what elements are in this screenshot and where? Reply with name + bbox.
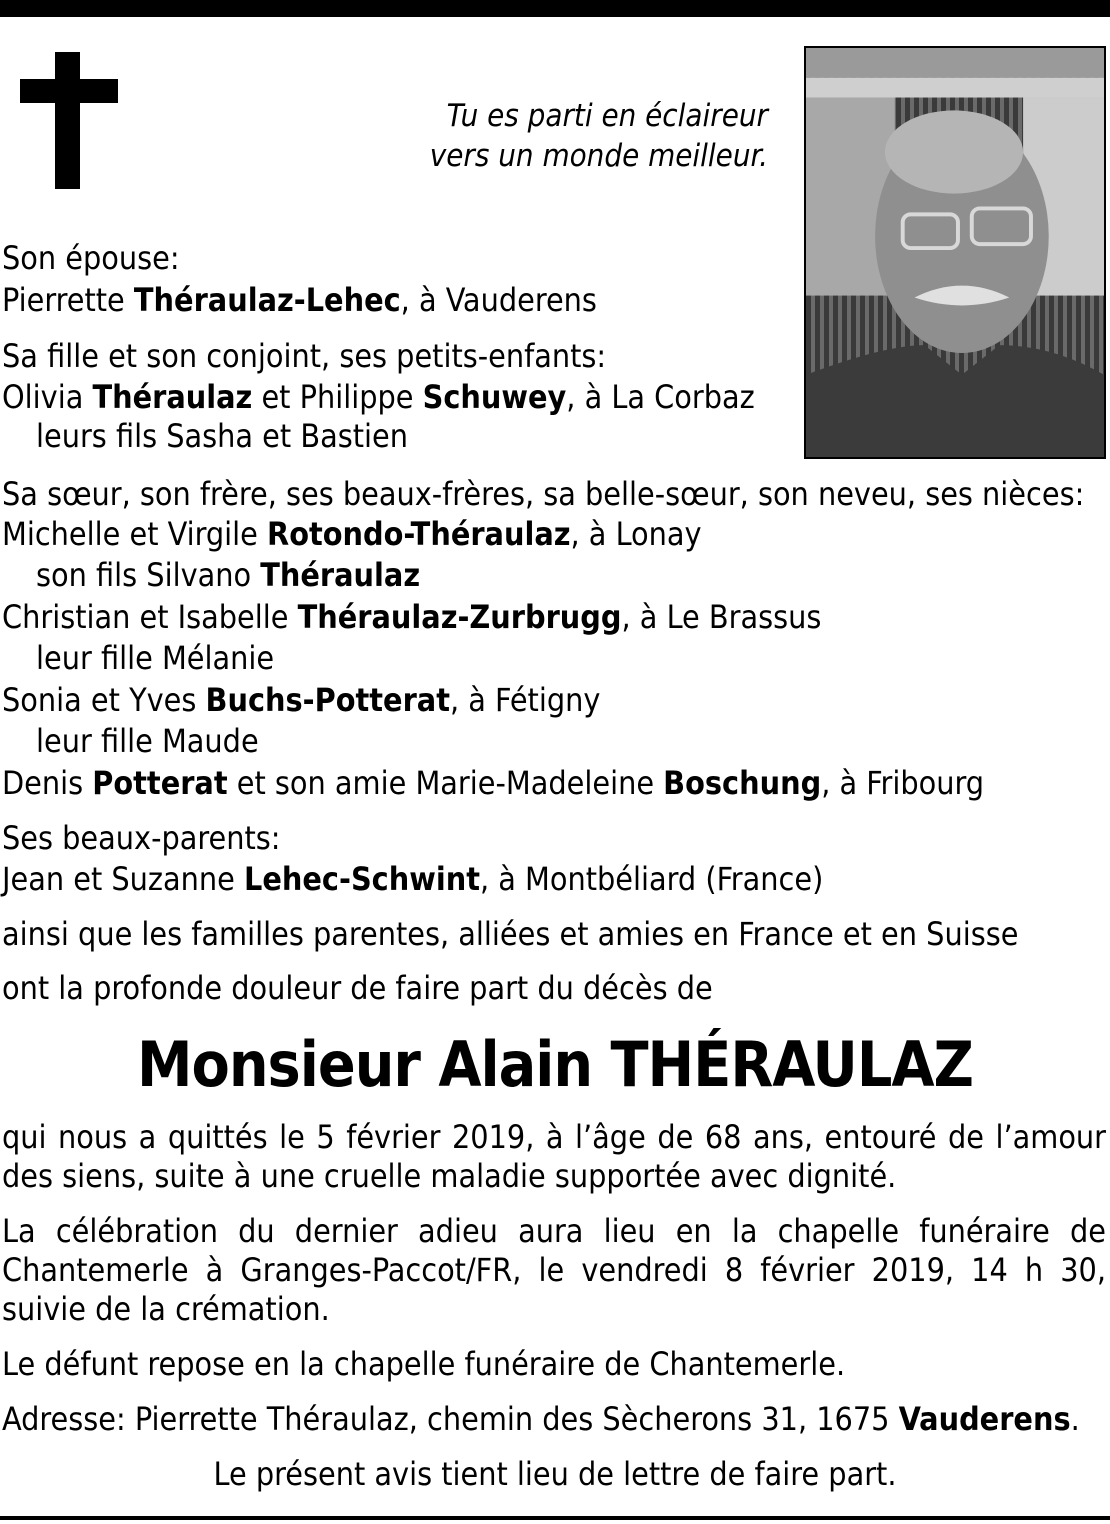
portrait-photo <box>804 46 1106 459</box>
repose-line: Le défunt repose en la chapelle funéraire de Chantemerle. <box>2 1345 846 1383</box>
sibling-3-line: Sonia et Yves Buchs-Potterat, à Fétigny <box>2 681 601 719</box>
sibling-2-child-line: leur fille Mélanie <box>36 639 275 677</box>
deceased-name: Monsieur Alain THÉRAULAZ <box>136 1028 973 1101</box>
ceremony-paragraph: La célébration du dernier adieu aura lieu en la chapelle funéraire de Chantemerle à Granges-Paccot/FR, le vendredi 8 février 2019, 14 h 30, suivie de la crémation. <box>2 1212 1106 1328</box>
sibling-1-line: Michelle et Virgile Rotondo-Théraulaz, à Lonay <box>2 515 702 553</box>
bottom-rule <box>0 1516 1110 1520</box>
inlaws-heading: Ses beaux-parents: <box>2 819 281 857</box>
spouse-line: Pierrette Théraulaz-Lehec, à Vauderens <box>2 281 597 319</box>
epigraph-line-1: Tu es parti en éclaireur <box>446 98 768 134</box>
siblings-heading: Sa sœur, son frère, ses beaux-frères, sa belle-sœur, son neveu, ses nièces: <box>2 475 1085 513</box>
grandchildren-line: leurs fils Sasha et Bastien <box>36 417 408 455</box>
spouse-heading: Son épouse: <box>2 239 180 277</box>
daughter-line: Olivia Théraulaz et Philippe Schuwey, à La Corbaz <box>2 378 755 416</box>
inlaws-line: Jean et Suzanne Lehec-Schwint, à Montbéliard (France) <box>2 860 824 898</box>
sibling-1-child-line: son fils Silvano Théraulaz <box>36 556 421 594</box>
epigraph <box>430 96 768 176</box>
families-line: ainsi que les familles parentes, alliées et amies en France et en Suisse <box>2 915 1019 953</box>
top-rule <box>0 0 1110 17</box>
sibling-4-line: Denis Potterat et son amie Marie-Madeleine Boschung, à Fribourg <box>2 764 985 802</box>
closing-line: Le présent avis tient lieu de lettre de faire part. <box>213 1455 897 1493</box>
passing-paragraph: qui nous a quittés le 5 février 2019, à l’âge de 68 ans, entouré de l’amour des siens, suite à une cruelle maladie supportée avec dignité. <box>2 1118 1106 1195</box>
announcement-line: ont la profonde douleur de faire part du décès de <box>2 969 713 1007</box>
address-line: Adresse: Pierrette Théraulaz, chemin des Sècherons 31, 1675 Vauderens. <box>2 1400 1080 1438</box>
sibling-2-line: Christian et Isabelle Théraulaz-Zurbrugg, à Le Brassus <box>2 598 822 636</box>
sibling-3-child-line: leur fille Maude <box>36 722 259 760</box>
cross-icon <box>20 52 118 189</box>
daughter-heading: Sa fille et son conjoint, ses petits-enfants: <box>2 337 607 375</box>
epigraph-line-2: vers un monde meilleur. <box>429 138 768 174</box>
